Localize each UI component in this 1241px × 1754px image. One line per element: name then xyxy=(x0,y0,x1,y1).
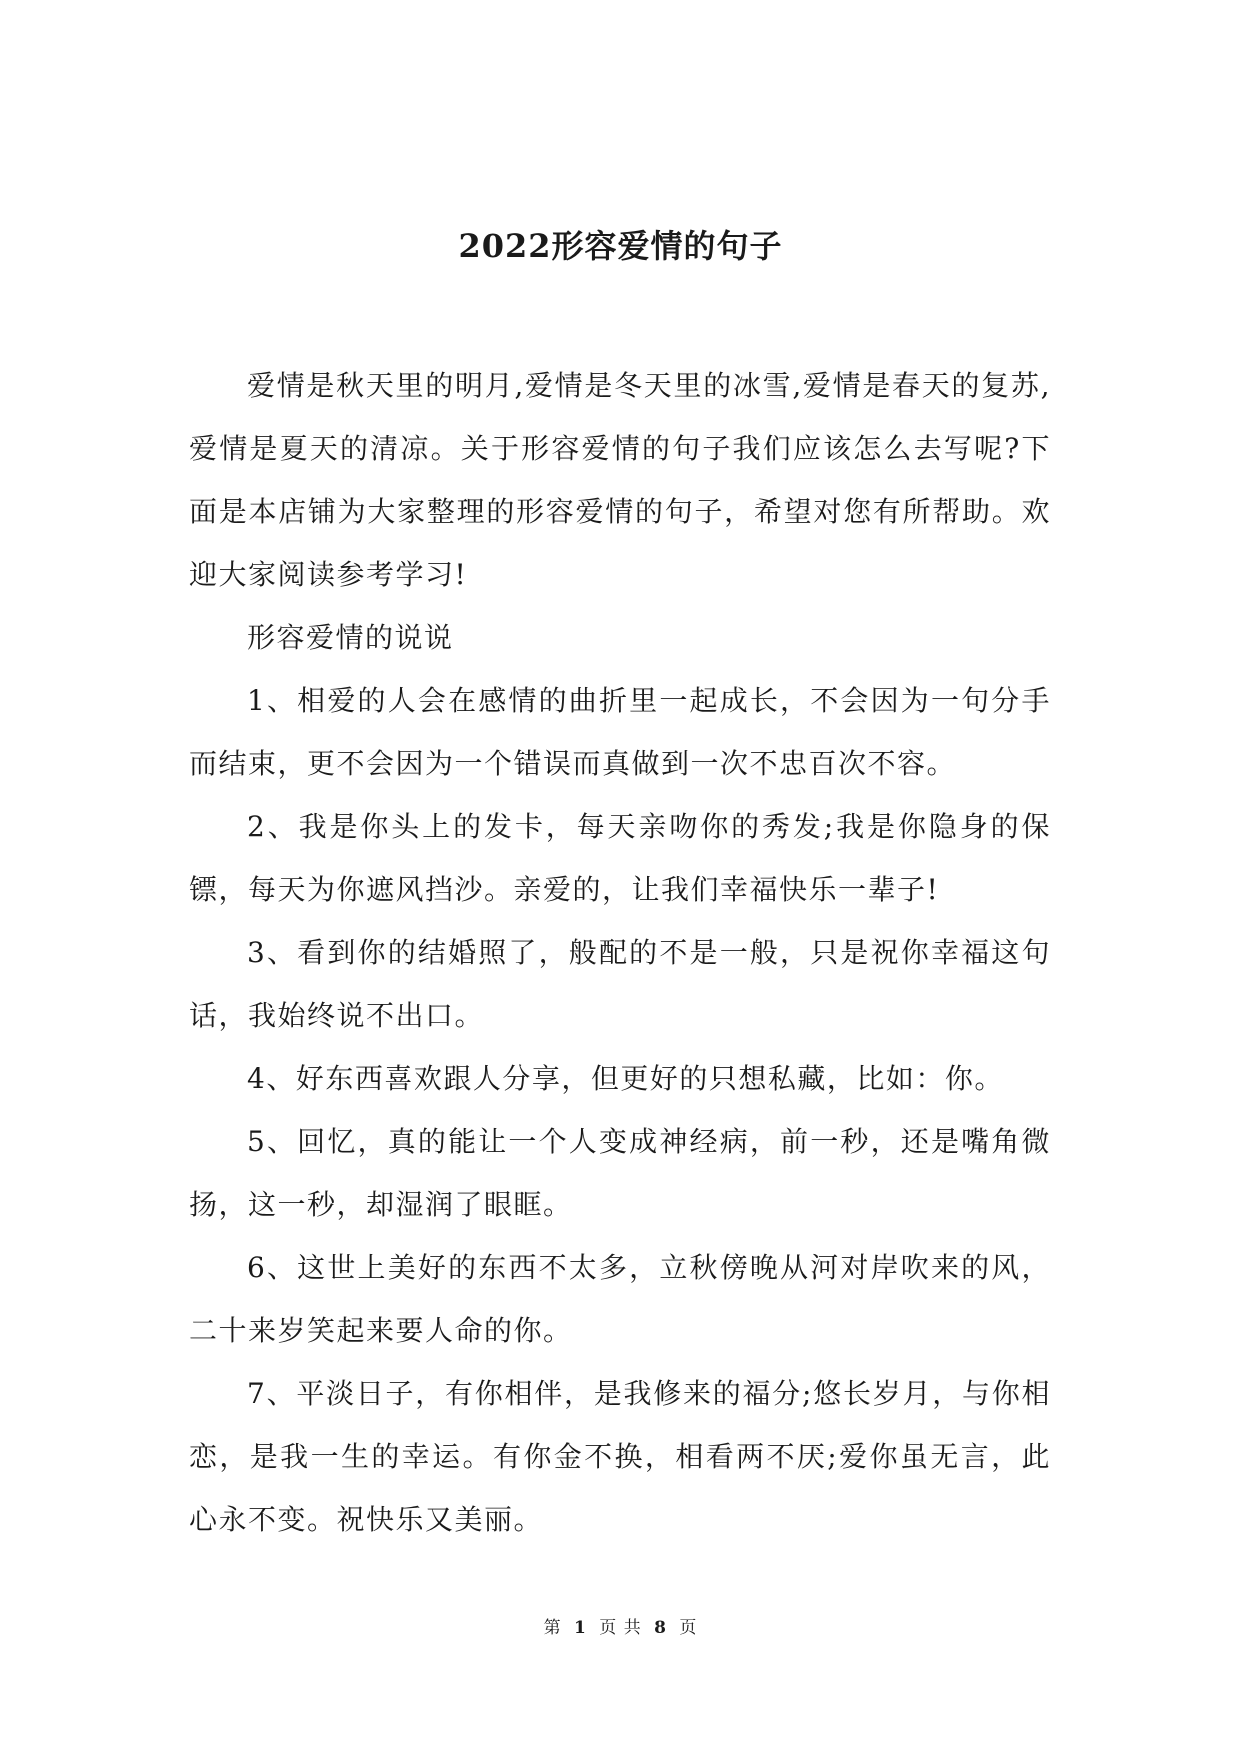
page-footer xyxy=(0,1616,1241,1640)
document-title: 2022形容爱情的句子 xyxy=(458,227,783,265)
list-item-3: 3、看到你的结婚照了，般配的不是一般，只是祝你幸福这句话，我始终说不出口。 xyxy=(189,936,1051,1032)
list-item-5: 5、回忆，真的能让一个人变成神经病，前一秒，还是嘴角微扬，这一秒，却湿润了眼眶。 xyxy=(189,1125,1051,1221)
list-item-1: 1、相爱的人会在感情的曲折里一起成长，不会因为一句分手而结束，更不会因为一个错误而真做到一次不忠百次不容。 xyxy=(189,684,1051,780)
total-pages-number: 8 xyxy=(654,1618,667,1638)
list-item-6: 6、这世上美好的东西不太多，立秋傍晚从河对岸吹来的风，二十来岁笑起来要人命的你。 xyxy=(189,1251,1051,1347)
document-body xyxy=(189,354,1051,1551)
section-heading: 形容爱情的说说 xyxy=(247,621,454,654)
footer-prefix: 第 xyxy=(543,1618,562,1638)
footer-middle: 页 共 xyxy=(599,1618,642,1638)
list-item-2: 2、我是你头上的发卡，每天亲吻你的秀发;我是你隐身的保镖，每天为你遮风挡沙。亲爱的，让我们幸福快乐一辈子! xyxy=(189,810,1051,906)
list-item-4: 4、好东西喜欢跟人分享，但更好的只想私藏，比如：你。 xyxy=(247,1062,1004,1095)
list-item-7: 7、平淡日子，有你相伴，是我修来的福分;悠长岁月，与你相恋，是我一生的幸运。有你金不换，相看两不厌;爱你虽无言，此心永不变。祝快乐又美丽。 xyxy=(189,1377,1051,1536)
current-page-number: 1 xyxy=(574,1618,587,1638)
intro-paragraph: 爱情是秋天里的明月,爱情是冬天里的冰雪,爱情是春天的复苏,爱情是夏天的清凉。关于形容爱情的句子我们应该怎么去写呢?下面是本店铺为大家整理的形容爱情的句子，希望对您有所帮助。欢迎大家阅读参考学习! xyxy=(189,369,1051,591)
footer-suffix: 页 xyxy=(679,1618,698,1638)
